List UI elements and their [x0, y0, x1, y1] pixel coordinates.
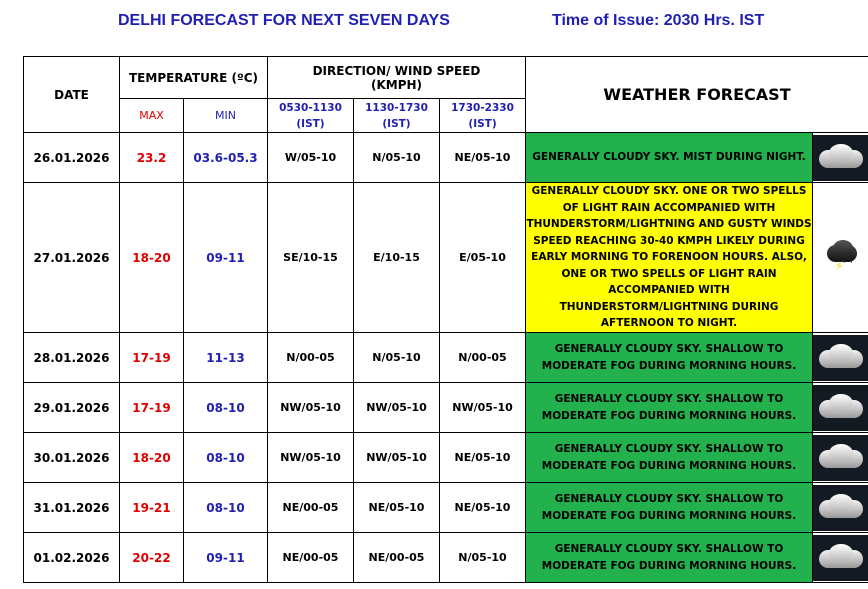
slot-range: 1730-2330: [451, 101, 514, 114]
row-date: 29.01.2026: [24, 383, 120, 433]
header-wind-label: DIRECTION/ WIND SPEED: [312, 63, 481, 78]
row-min-temp: 09-11: [184, 183, 268, 333]
row-max-temp: 17-19: [120, 333, 184, 383]
row-wind-morning: SE/10-15: [268, 183, 354, 333]
row-forecast: GENERALLY CLOUDY SKY. SHALLOW TO MODERATE FOG DURING MORNING HOURS.: [526, 483, 813, 533]
row-wind-evening: NW/05-10: [440, 383, 526, 433]
table-row: [24, 333, 868, 383]
cloudy-icon: [813, 535, 868, 581]
row-wind-evening: NE/05-10: [440, 433, 526, 483]
row-wind-afternoon: NW/05-10: [354, 383, 440, 433]
table-row: [24, 133, 868, 183]
table-row: [24, 383, 868, 433]
cloudy-icon: [813, 135, 868, 181]
row-wind-morning: W/05-10: [268, 133, 354, 183]
row-wind-morning: NE/00-05: [268, 533, 354, 583]
row-max-temp: 20-22: [120, 533, 184, 583]
row-wind-afternoon: N/05-10: [354, 133, 440, 183]
row-wind-afternoon: NW/05-10: [354, 433, 440, 483]
row-forecast: GENERALLY CLOUDY SKY. SHALLOW TO MODERATE FOG DURING MORNING HOURS.: [526, 433, 813, 483]
cloudy-icon: [813, 435, 868, 481]
table-row: [24, 533, 868, 583]
table-row: [24, 433, 868, 483]
header-weather-forecast: WEATHER FORECAST: [526, 57, 868, 133]
cloudy-icon: [813, 335, 868, 381]
row-forecast: GENERALLY CLOUDY SKY. MIST DURING NIGHT.: [526, 133, 813, 183]
header-wind: [268, 57, 526, 99]
row-max-temp: 17-19: [120, 383, 184, 433]
row-max-temp: 19-21: [120, 483, 184, 533]
row-forecast: GENERALLY CLOUDY SKY. SHALLOW TO MODERATE FOG DURING MORNING HOURS.: [526, 383, 813, 433]
row-forecast: GENERALLY CLOUDY SKY. SHALLOW TO MODERATE FOG DURING MORNING HOURS.: [526, 533, 813, 583]
row-date: 27.01.2026: [24, 183, 120, 333]
row-max-temp: 18-20: [120, 183, 184, 333]
row-min-temp: 11-13: [184, 333, 268, 383]
row-max-temp: 23.2: [120, 133, 184, 183]
slot-zone: (IST): [468, 117, 497, 130]
row-wind-morning: N/00-05: [268, 333, 354, 383]
row-wind-afternoon: NE/05-10: [354, 483, 440, 533]
cloudy-icon: [813, 485, 868, 531]
row-date: 28.01.2026: [24, 333, 120, 383]
row-wind-afternoon: NE/00-05: [354, 533, 440, 583]
row-wind-evening: E/05-10: [440, 183, 526, 333]
row-max-temp: 18-20: [120, 433, 184, 483]
row-min-temp: 08-10: [184, 483, 268, 533]
row-date: 26.01.2026: [24, 133, 120, 183]
row-wind-evening: N/05-10: [440, 533, 526, 583]
row-forecast: GENERALLY CLOUDY SKY. ONE OR TWO SPELLS OF LIGHT RAIN ACCOMPANIED WITH THUNDERSTORM/LIGHTNING AND GUSTY WINDS SPEED REACHING 30-40 KMPH LIKELY DURING EARLY MORNING TO FORENOON HOURS. ALSO, ONE OR TWO SPELLS OF LIGHT RAIN ACCOMPANIED WITH THUNDERSTORM/LIGHTNING DURING AFTERNOON TO NIGHT.: [526, 183, 813, 333]
forecast-table: [23, 56, 868, 583]
row-min-temp: 09-11: [184, 533, 268, 583]
row-min-temp: 08-10: [184, 383, 268, 433]
header-date: DATE: [24, 57, 120, 133]
time-of-issue: Time of Issue: 2030 Hrs. IST: [552, 12, 765, 29]
row-wind-morning: NW/05-10: [268, 383, 354, 433]
page-title: DELHI FORECAST FOR NEXT SEVEN DAYS: [118, 12, 450, 29]
row-date: 01.02.2026: [24, 533, 120, 583]
table-row: [24, 183, 868, 333]
row-date: 30.01.2026: [24, 433, 120, 483]
header-temperature: TEMPERATURE (ºC): [120, 57, 268, 99]
row-date: 31.01.2026: [24, 483, 120, 533]
row-wind-morning: NW/05-10: [268, 433, 354, 483]
header-slot-1: [268, 99, 354, 133]
header-max: MAX: [120, 99, 184, 133]
row-forecast: GENERALLY CLOUDY SKY. SHALLOW TO MODERATE FOG DURING MORNING HOURS.: [526, 333, 813, 383]
row-min-temp: 03.6-05.3: [184, 133, 268, 183]
slot-zone: (IST): [382, 117, 411, 130]
row-wind-evening: NE/05-10: [440, 133, 526, 183]
cloudy-icon: [813, 385, 868, 431]
slot-zone: (IST): [296, 117, 325, 130]
row-wind-morning: NE/00-05: [268, 483, 354, 533]
row-wind-evening: N/00-05: [440, 333, 526, 383]
table-row: [24, 483, 868, 533]
row-wind-evening: NE/05-10: [440, 483, 526, 533]
row-wind-afternoon: N/05-10: [354, 333, 440, 383]
row-wind-afternoon: E/10-15: [354, 183, 440, 333]
row-min-temp: 08-10: [184, 433, 268, 483]
header-wind-unit: (KMPH): [370, 77, 423, 92]
slot-range: 1130-1730: [365, 101, 428, 114]
thunderstorm-icon: ⚡ ' ': [813, 235, 868, 281]
header-min: MIN: [184, 99, 268, 133]
slot-range: 0530-1130: [279, 101, 342, 114]
header-slot-2: [354, 99, 440, 133]
header-slot-3: [440, 99, 526, 133]
